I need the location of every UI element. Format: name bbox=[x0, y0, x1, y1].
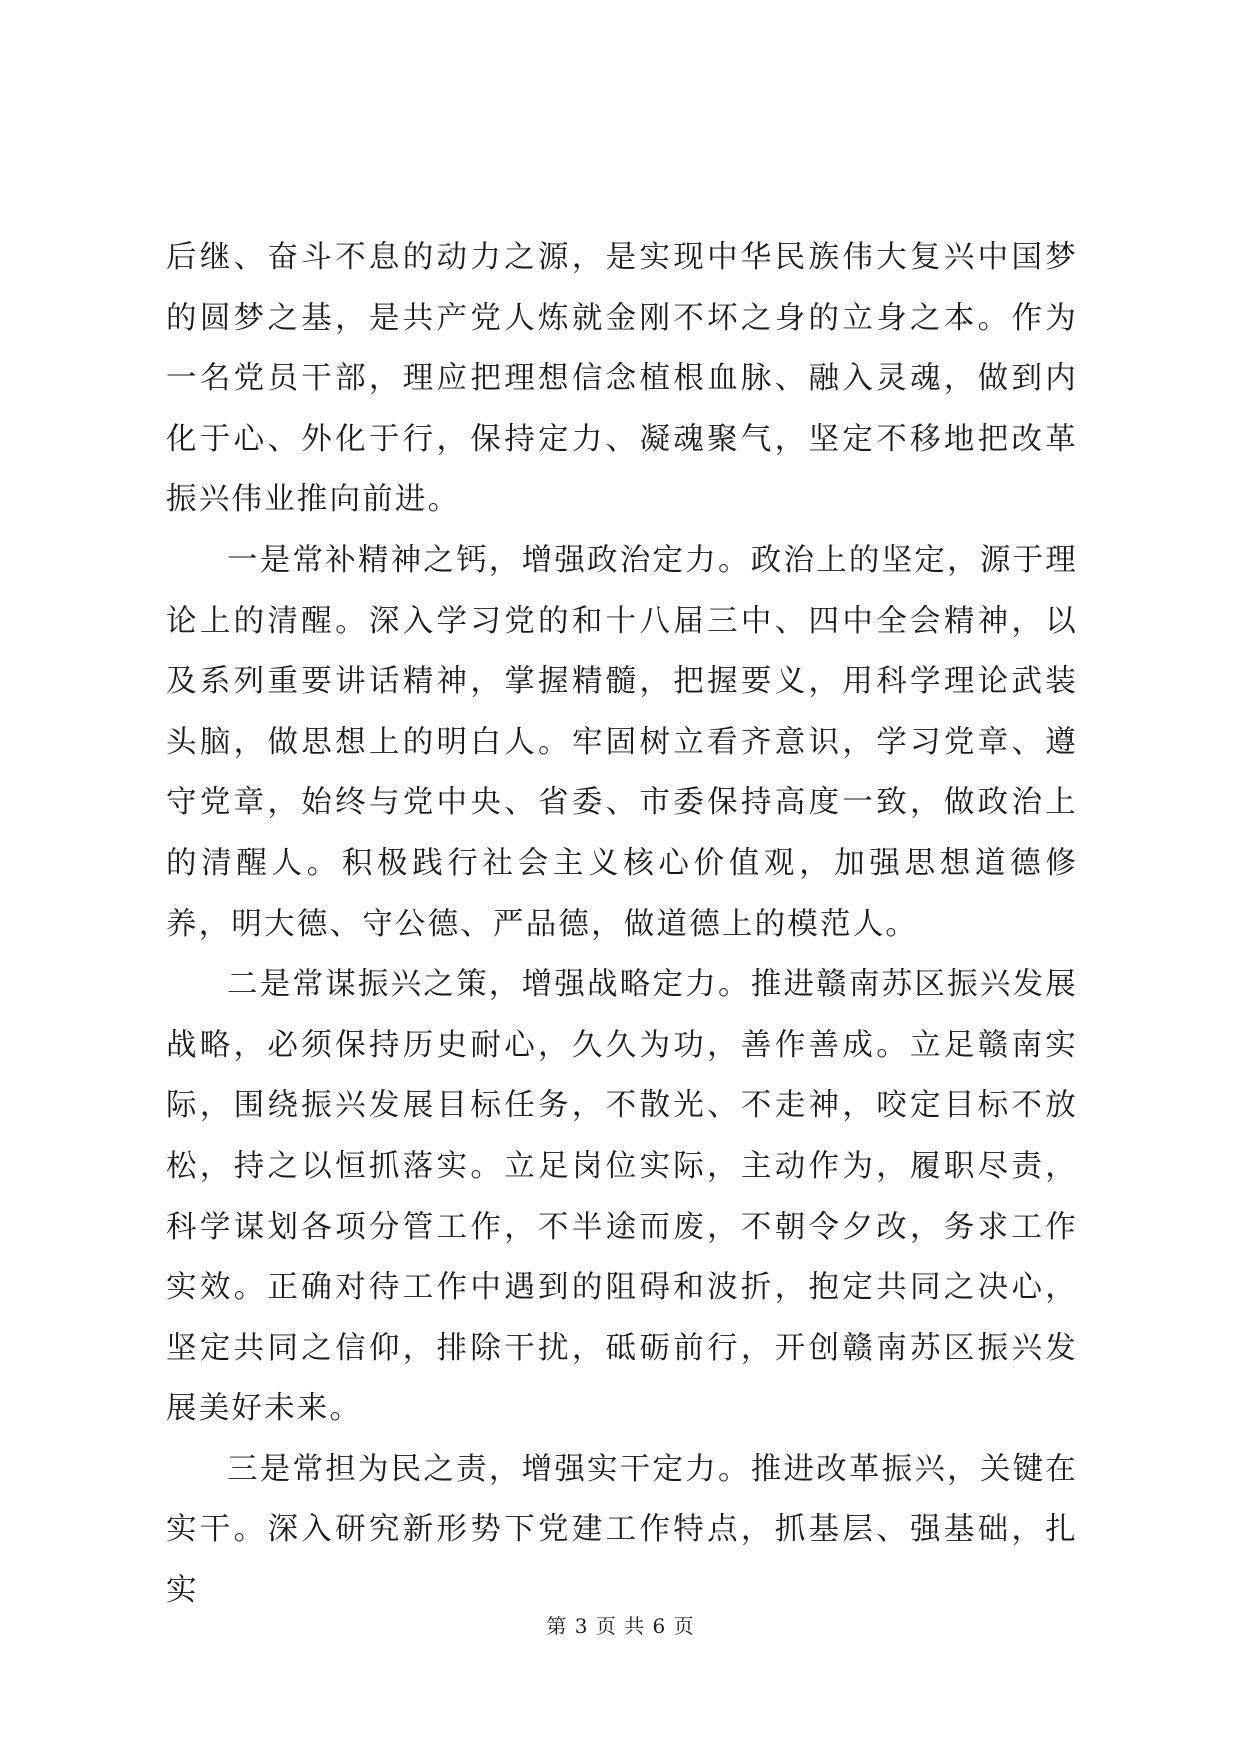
paragraph-political-resolve: 一是常补精神之钙，增强政治定力。政治上的坚定，源于理论上的清醒。深入学习党的和十八届三中、四中全会精神，以及系列重要讲话精神，掌握精髓，把握要义，用科学理论武装头脑，做思想上的明白人。牢固树立看齐意识，学习党章、遵守党章，始终与党中央、省委、市委保持高度一致，做政治上的清醒人。积极践行社会主义核心价值观，加强思想道德修养，明大德、守公德、严品德，做道德上的模范人。 bbox=[166, 542, 1078, 942]
page-number-footer: 第 3 页 共 6 页 bbox=[546, 1614, 695, 1638]
paragraph-strategic-resolve: 二是常谋振兴之策，增强战略定力。推进赣南苏区振兴发展战略，必须保持历史耐心，久久为功，善作善成。立足赣南实际，围绕振兴发展目标任务，不散光、不走神，咬定目标不放松，持之以恒抓落实。立足岗位实际，主动作为，履职尽责，科学谋划各项分管工作，不半途而废，不朝令夕改，务求工作实效。正确对待工作中遇到的阻碍和波折，抱定共同之决心，坚定共同之信仰，排除干扰，砥砺前行，开创赣南苏区振兴发展美好未来。 bbox=[166, 967, 1078, 1427]
paragraph-practical-resolve: 三是常担为民之责，增强实干定力。推进改革振兴，关键在实干。深入研究新形势下党建工作特点，抓基层、强基础，扎实 bbox=[166, 1451, 1078, 1609]
document-body bbox=[166, 228, 1078, 1622]
paragraph-continuation: 后继、奋斗不息的动力之源，是实现中华民族伟大复兴中国梦的圆梦之基，是共产党人炼就金刚不坏之身的立身之本。作为一名党员干部，理应把理想信念植根血脉、融入灵魂，做到内化于心、外化于行，保持定力、凝魂聚气，坚定不移地把改革振兴伟业推向前进。 bbox=[166, 240, 1078, 518]
